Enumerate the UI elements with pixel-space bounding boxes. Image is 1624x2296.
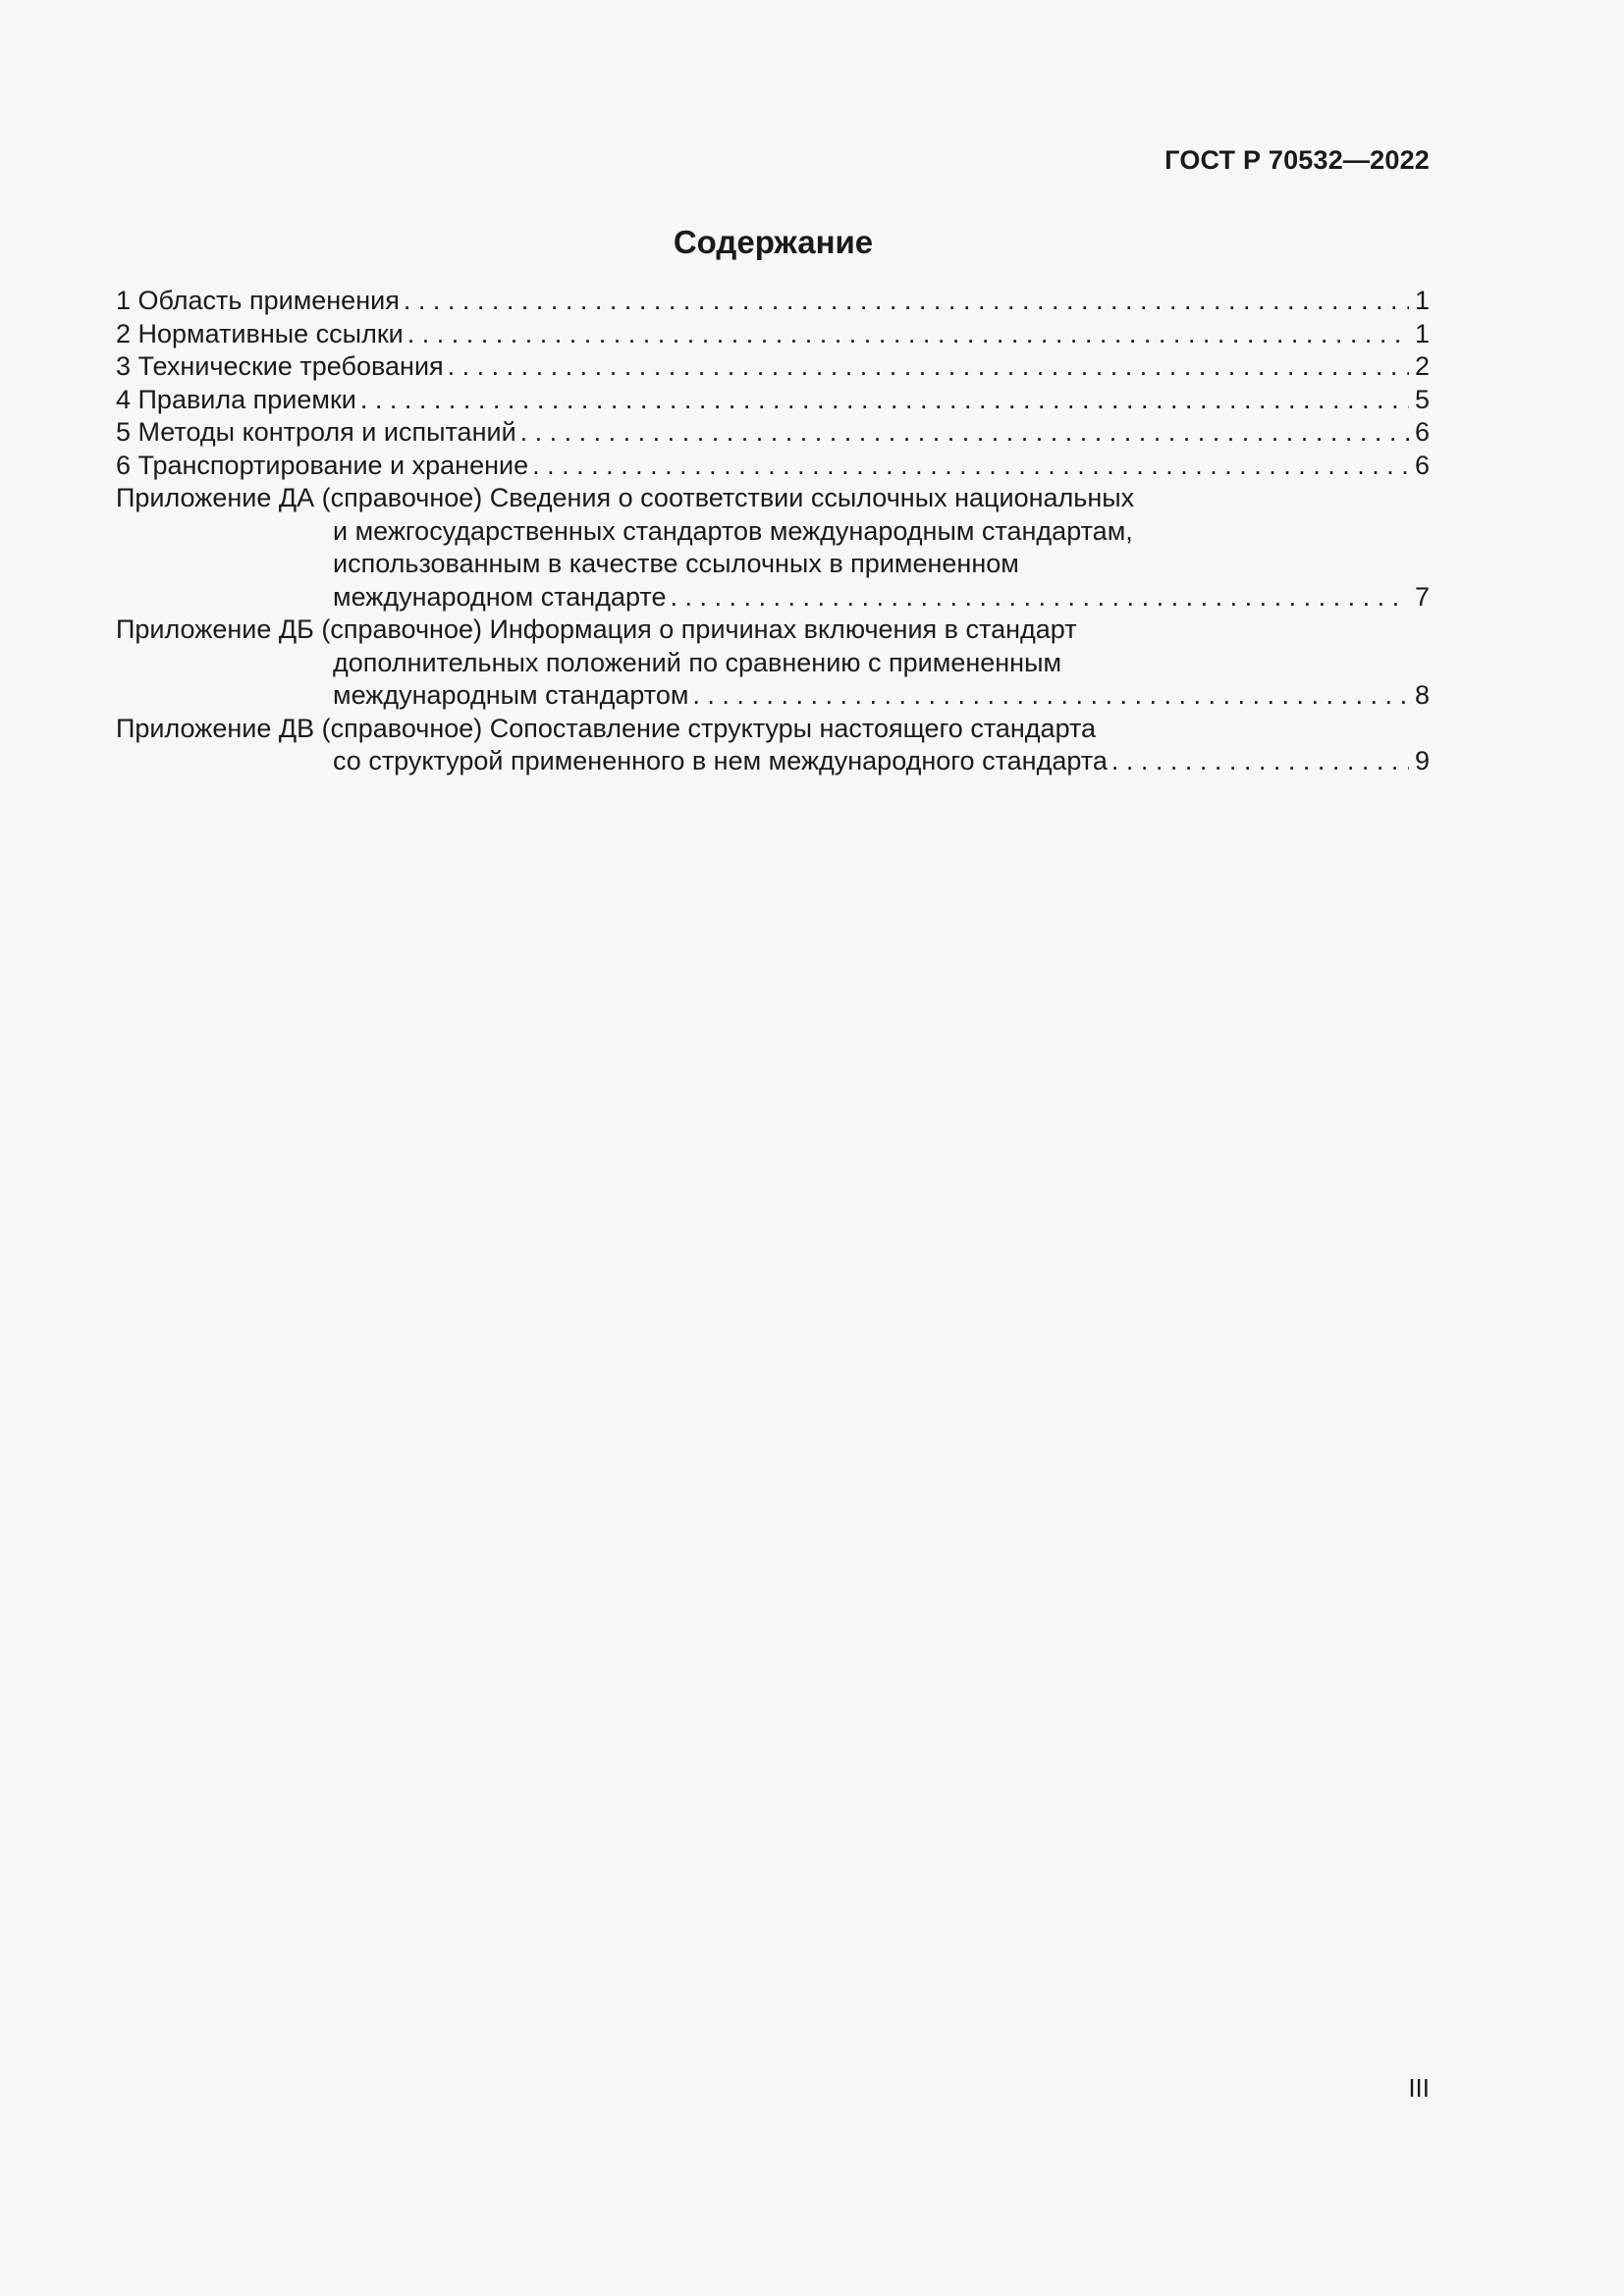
toc-entry-3[interactable] (116, 350, 1430, 384)
dot-leader (692, 679, 1409, 713)
toc-entry-title: 6 Транспортирование и хранение (116, 450, 529, 480)
toc-entry-5[interactable] (116, 416, 1430, 450)
toc-page-number: 6 (1414, 417, 1430, 447)
table-of-contents (116, 285, 1430, 778)
document-code: ГОСТ Р 70532—2022 (1164, 145, 1430, 175)
toc-entry-appendix-db[interactable] (116, 614, 1430, 713)
toc-page-number: 1 (1414, 286, 1430, 315)
dot-leader (670, 581, 1409, 614)
toc-entry-4[interactable] (116, 384, 1430, 417)
dot-leader (404, 285, 1409, 318)
dot-leader (1111, 745, 1409, 778)
toc-entry-title: 5 Методы контроля и испытаний (116, 417, 516, 447)
toc-page-number: 5 (1414, 384, 1430, 414)
toc-entry-title-continuation: международном стандарте (333, 581, 667, 612)
dot-leader (407, 318, 1409, 351)
toc-entry-title: 3 Технические требования (116, 351, 444, 381)
toc-entry-title-continuation: использованным в качестве ссылочных в примененном (333, 549, 1019, 578)
toc-entry-2[interactable] (116, 318, 1430, 351)
toc-entry-title: 2 Нормативные ссылки (116, 318, 404, 348)
dot-leader (360, 384, 1409, 417)
toc-page-number: 8 (1414, 680, 1430, 710)
dot-leader (532, 450, 1409, 483)
toc-entry-6[interactable] (116, 450, 1430, 483)
toc-entry-title: 1 Область применения (116, 286, 400, 315)
dot-leader (520, 416, 1409, 450)
toc-entry-appendix-dv[interactable] (116, 713, 1430, 778)
toc-page-number: 6 (1414, 450, 1430, 480)
toc-page-number: 7 (1414, 581, 1430, 612)
toc-page-number: 2 (1414, 351, 1430, 381)
page-number: III (1408, 2073, 1430, 2103)
toc-entry-appendix-da[interactable] (116, 482, 1430, 614)
toc-entry-title-continuation: дополнительных положений по сравнению с примененным (333, 647, 1062, 677)
toc-entry-title: Приложение ДВ (справочное) Сопоставление структуры настоящего стандарта (116, 713, 1097, 743)
toc-entry-title: Приложение ДБ (справочное) Информация о причинах включения в стандарт (116, 614, 1077, 644)
toc-title: Содержание (673, 224, 874, 260)
toc-entry-title-continuation: и межгосударственных стандартов международным стандартам, (333, 515, 1133, 546)
toc-page-number: 9 (1414, 746, 1430, 775)
toc-entry-title: Приложение ДА (справочное) Сведения о соответствии ссылочных национальных (116, 483, 1135, 512)
toc-page-number: 1 (1414, 318, 1430, 348)
toc-entry-title-continuation: со структурой примененного в нем международного стандарта (333, 746, 1108, 775)
toc-entry-1[interactable] (116, 285, 1430, 318)
toc-entry-title: 4 Правила приемки (116, 384, 356, 414)
dot-leader (448, 350, 1409, 384)
toc-entry-title-continuation: международным стандартом (333, 680, 689, 710)
